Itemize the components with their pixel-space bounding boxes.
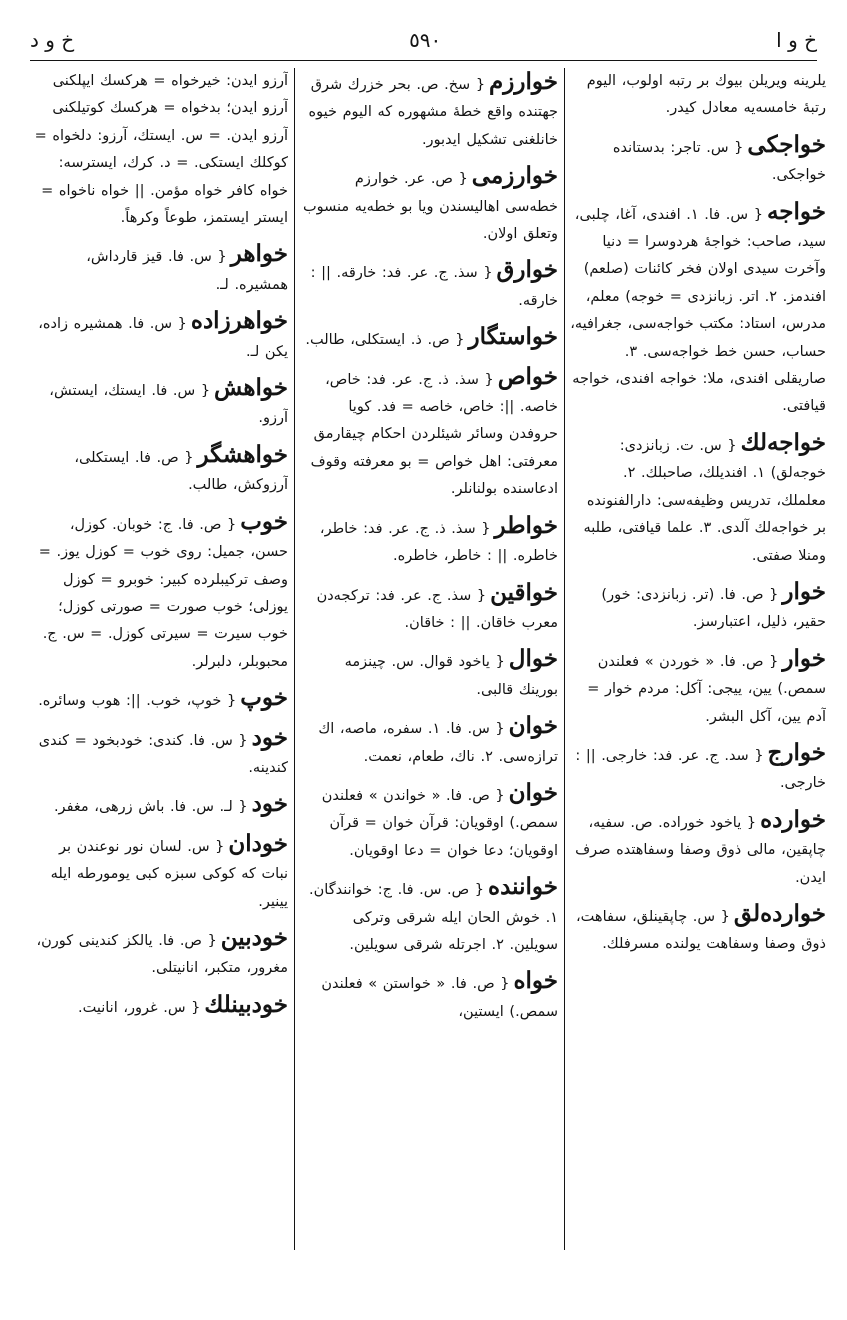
entry-headword: خوان: [508, 712, 558, 740]
entry-definition: آرزو ايدن: خيرخواه = هركسك ايپلكنى آرزو ايدن؛ بدخواه = هركسك كوتيلكنى آرزو ايدن. = س. ايستك، آرزو: دلخواه = كوكلك ايستكى. = د. كرك، ايسترسه: خواه كافر خواه مؤمن. || خواه ناخواه = ايستر ايستمز، طوعاً وكرهاً.: [34, 73, 288, 227]
entry-headword: خواطر: [494, 511, 558, 539]
entry-definition: { س. فا. ١. افندى، آغا، چلبى، سيد، صاحب: خواجهٔ هردوسرا = دنيا وآخرت سيدى اولان فخر كائنات (صلعم) افندمز. ٢. اتر. زبانزدى = خوجه) معلم، مدرس، استاد: مكتب خواجه‌سى، جغرافيه، حساب، حسن خط خواجه‌سى. ٣. صاريقلى افندى، ملا: خواجه افندى، خواجه قيافتى.: [570, 206, 826, 415]
dictionary-entry: [300, 579, 558, 638]
entry-definition: { س. ت. زبانزدى: خوجه‌لق) ١. افنديلك، صاحبلك. ٢. معلملك، تدريس وظيفه‌سى: دارالفنونده بر خواجه‌لك آلدى. ٣. علما قيافتى، طلبه ومنلا صفتى.: [583, 437, 826, 564]
entry-definition: { سذ. ج. عر. فد: تركجه‌دن معرب خاقان. || : خاقان.: [316, 587, 558, 631]
dictionary-entry: [570, 131, 826, 190]
entry-headword: خوار: [782, 577, 826, 605]
entry-definition: { س. فا. ايستك، ايستش، آرزو.: [49, 383, 288, 427]
dictionary-entry: [30, 830, 288, 916]
entry-headword: خوان: [508, 778, 558, 806]
entry-headword: خوارق: [496, 256, 558, 284]
entry-headword: خواستگار: [468, 323, 558, 351]
entry-definition: { س. فا. همشيره زاده، يكن لـ.: [38, 316, 288, 360]
entry-definition: { سذ. ذ. ج. عر. فد: خاطر، خاطره. || : خاطر، خاطره.: [319, 520, 558, 565]
dictionary-entry: [300, 512, 558, 571]
entry-definition: { س. فا. قيز قارداش، همشيره. لـ.: [86, 249, 288, 293]
entry-definition: { ص. فا. « خواستن » فعلندن سمص.) ايستين،: [321, 976, 558, 1020]
entry-headword: خوارزمى: [471, 162, 558, 190]
entry-headword: خود: [251, 790, 288, 818]
dictionary-entry: [30, 724, 288, 783]
entry-definition: { ص. عر. خوارزم خطه‌سى اهاليسندن ويا بو خطه‌يه منسوب وتعلق اولان.: [302, 171, 558, 243]
entry-definition: { لـ. س. فا. باش زرهى، مغفر.: [53, 799, 248, 816]
entry-headword: خواقين: [490, 578, 558, 606]
entry-definition: { س. تاجر: بدستانده خواجكى.: [612, 139, 826, 184]
column-divider-left: [294, 68, 295, 1250]
entry-definition: { خوپ، خوب. ||: هوب وسائره.: [38, 693, 237, 710]
entry-definition: { س. فا. ١. سفره، ماصه، اك ترازه‌سى. ٢. ناك، طعام، نعمت.: [318, 721, 558, 765]
entry-headword: خوارزم: [489, 68, 558, 95]
dictionary-entry: [300, 712, 558, 771]
entry-definition: { ص. س. فا. ج: خوانندگان. ١. خوش الحان ايله شرقى وتركى سويلين. ٢. اجرتله شرقى سويلين.: [309, 882, 558, 953]
dictionary-entry: [570, 68, 826, 123]
header-left-letters: خ و د: [30, 28, 75, 52]
entry-definition: { سذ. ذ. ج. عر. فد: خاص، خاصه. ||: خاص، خاصه = فد. كويا حروفدن وسائر شيئلردن احكام چيقارمق معرفتى: اهل خواص = بو معرفته وقوف ادعاسنده بولنانلر.: [310, 371, 558, 498]
entry-definition: { س. لسان نور نوعندن بر نبات كه كوكى سبزه كبى يومورطه ايله يينير.: [50, 838, 288, 910]
column-middle: [300, 68, 558, 1250]
entry-headword: خوب: [240, 507, 288, 535]
column-left: [30, 68, 288, 1250]
entry-definition: { سخ. ص. بحر خزرك شرق جهتنده واقع خطهٔ مشهوره كه اليوم خيوه خانلغنى تشكيل ايدبور.: [308, 77, 558, 148]
entry-headword: خود: [251, 723, 288, 751]
dictionary-entry: [300, 779, 558, 865]
dictionary-entry: [570, 806, 826, 892]
dictionary-entry: [30, 374, 288, 433]
dictionary-entry: [300, 645, 558, 704]
entry-headword: خواهرزاده: [190, 307, 288, 335]
entry-headword: خودبين: [220, 923, 288, 951]
dictionary-entry: [570, 739, 826, 798]
dictionary-entry: [300, 363, 558, 504]
dictionary-entry: [30, 508, 288, 676]
entry-definition: { ص. فا. (تر. زبانزدى: خور) حقير، ذليل، اعتبارسز.: [601, 586, 826, 631]
dictionary-entry: [30, 991, 288, 1022]
dictionary-entry: [570, 645, 826, 731]
entry-headword: خوارده‌لق: [733, 899, 826, 927]
header-rule: [30, 60, 817, 61]
entry-definition: { ص. ذ. ايستكلى، طالب.: [305, 332, 465, 349]
dictionary-entry: [30, 790, 288, 821]
dictionary-entry: [30, 924, 288, 983]
dictionary-entry: [570, 578, 826, 637]
entry-headword: خوپ: [240, 684, 288, 712]
dictionary-entry: [30, 240, 288, 299]
entry-headword: خواص: [497, 362, 558, 390]
dictionary-entry: [300, 256, 558, 315]
entry-headword: خواننده: [488, 873, 558, 901]
dictionary-entry: [30, 684, 288, 715]
entry-headword: خواهش: [214, 374, 288, 402]
dictionary-entry: [300, 68, 558, 154]
entry-headword: خودان: [228, 829, 288, 857]
entry-headword: خواهر: [230, 240, 288, 268]
entry-definition: { ياخود قوال. س. چينزمه بورينك قالبى.: [344, 654, 558, 698]
entry-definition: { ص. فا. يالكز كندينى كورن، مغرور، متكبر، انانيتلى.: [36, 932, 288, 977]
dictionary-entry: [30, 307, 288, 366]
entry-definition: { س. چاپقينلق، سفاهت، ذوق وصفا وسفاهت يولنده مسرفلك.: [576, 908, 826, 953]
page-number: ٥٩٠: [409, 28, 442, 52]
entry-headword: خواهشگر: [197, 440, 288, 468]
entry-definition: { س. فا. كندى: خودبخود = كندى كندينه.: [38, 732, 288, 776]
entry-headword: خواه: [513, 967, 558, 995]
entry-definition: { ياخود خوراده. ص. سفيه، چاپقين، مالى ذوق وصفا وسفاهتده صرف ايدن.: [575, 814, 826, 886]
entry-headword: خوارج: [767, 738, 826, 766]
entry-definition: { سد. ج. عر. فد: خارجى. || : خارجى.: [575, 747, 826, 792]
entry-definition: { ص. فا. ايستكلى، آرزوكش، طالب.: [74, 449, 288, 494]
entry-definition: { ص. فا. ج: خوبان. كوزل، حسن، جميل: روى خوب = كوزل يوز. = وصف تركيبلرده كبير: خوبرو = كوزل يوزلى؛ خوب صورت = صورتى كوزل؛ خوب سيرت = سيرتى كوزل. = س. ج. محبوبلر، دلبرلر.: [38, 516, 288, 670]
entry-headword: خواجه: [766, 197, 826, 225]
entry-definition: { ص. فا. « خواندن » فعلندن سمص.) اوقويان: قرآن خوان = قرآن اوقويان؛ دعا خوان = دعا اوقويان.: [321, 787, 558, 859]
column-right: [570, 68, 826, 1250]
entry-headword: خوار: [782, 644, 826, 672]
dictionary-entry: [570, 198, 826, 421]
entry-headword: خوارده: [760, 805, 826, 833]
dictionary-entry: [30, 68, 288, 232]
dictionary-entry: [300, 873, 558, 959]
entry-headword: خواجه‌لك: [740, 428, 826, 456]
dictionary-entry: [300, 967, 558, 1026]
dictionary-entry: [30, 441, 288, 500]
page-header: [30, 22, 817, 58]
entry-headword: خودبينلك: [204, 990, 288, 1018]
dictionary-entry: [300, 323, 558, 354]
entry-headword: خوال: [508, 645, 558, 673]
dictionary-entry: [570, 900, 826, 959]
header-right-letters: خ و ا: [776, 28, 817, 52]
entry-definition: { ص. فا. « خوردن » فعلندن سمص.) يين، ييجى: آكل: مردم خوار = آدم يين، آكل البشر.: [587, 653, 826, 725]
entry-headword: خواجكى: [747, 130, 826, 158]
entry-definition: { س. غرور، انانيت.: [78, 999, 201, 1016]
entry-definition: { سذ. ج. عر. فد: خارقه. || : خارقه.: [310, 265, 558, 309]
entry-definition: يلرينه ويريلن بيوك بر رتبه اولوب، اليوم رتبهٔ خامسه‌يه معادل كيدر.: [586, 73, 826, 117]
column-divider-right: [564, 68, 565, 1250]
dictionary-entry: [570, 429, 826, 570]
dictionary-entry: [300, 162, 558, 248]
